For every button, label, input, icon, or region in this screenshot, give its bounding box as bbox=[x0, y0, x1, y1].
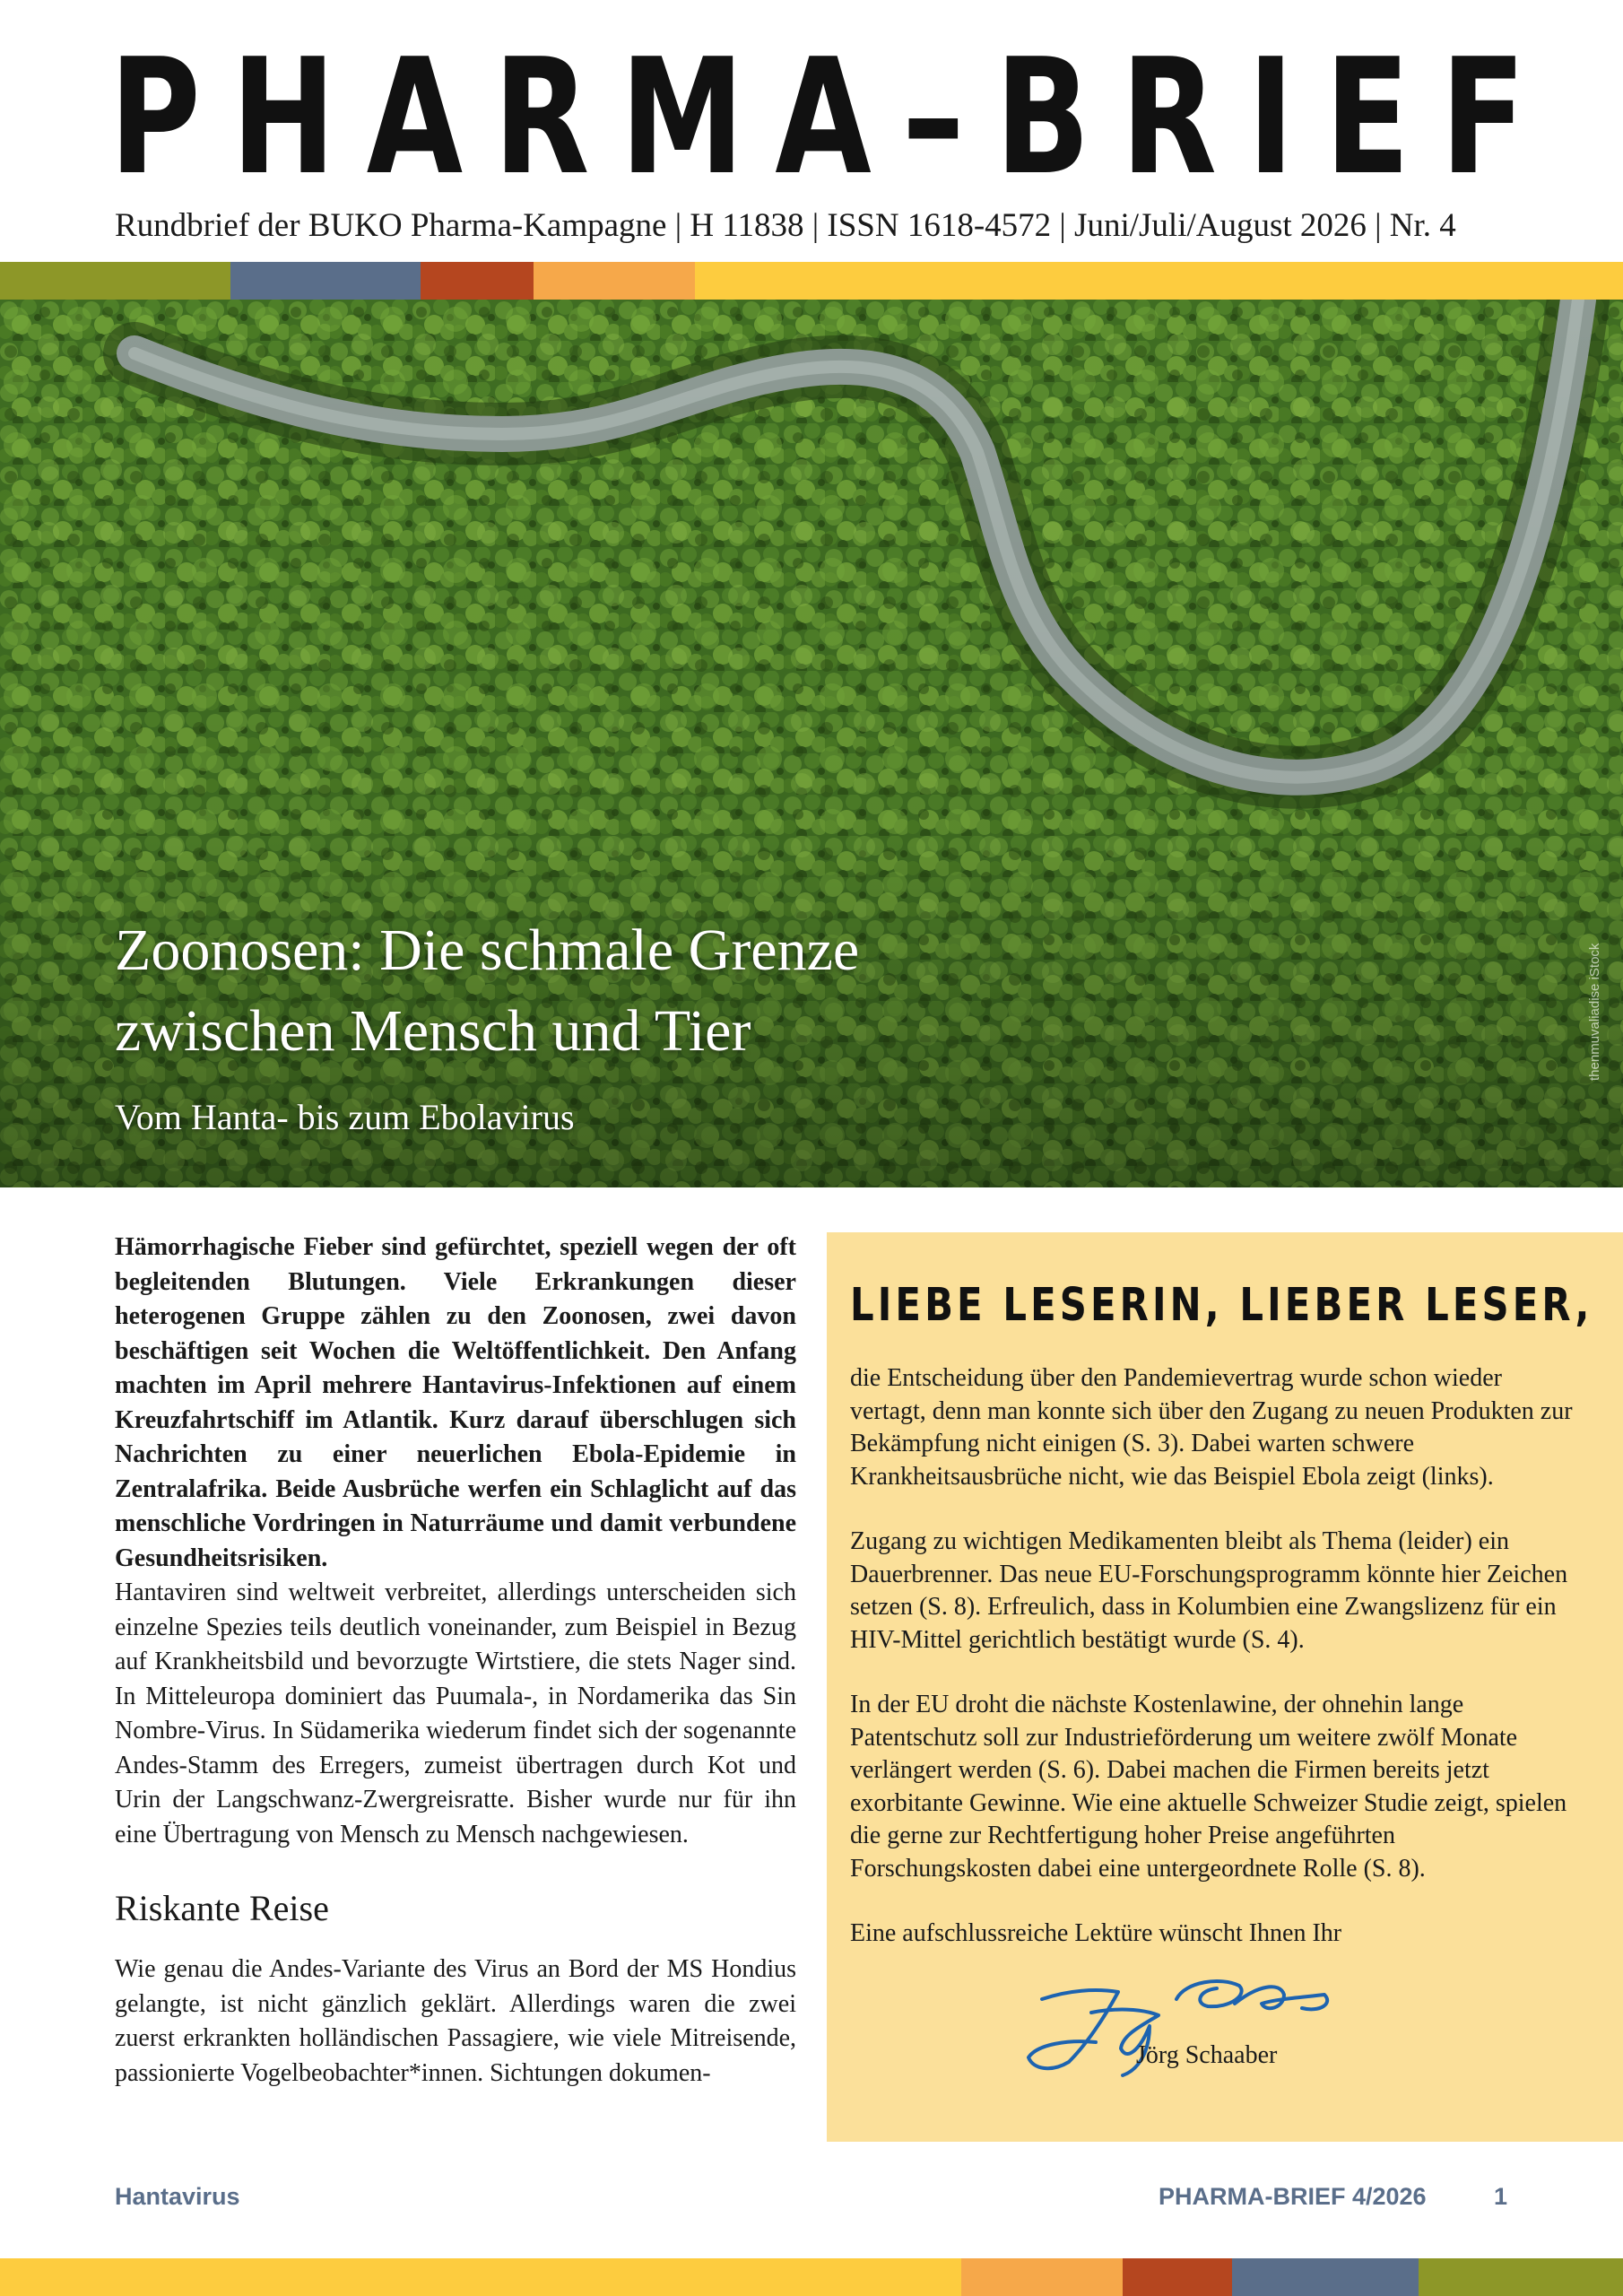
photo-credit: thenmuvaliadise iStock bbox=[1587, 943, 1602, 1081]
masthead-subtitle: Rundbrief der BUKO Pharma-Kampagne | H 11838 | ISSN 1618-4572 | Juni/Juli/August 2026 | Nr. 4 bbox=[115, 207, 1456, 244]
color-segment bbox=[961, 2258, 1123, 2296]
color-segment bbox=[695, 262, 1623, 300]
color-segment bbox=[0, 262, 230, 300]
article bbox=[115, 1231, 796, 2091]
color-segment bbox=[0, 2258, 961, 2296]
masthead-letter: B bbox=[994, 24, 1090, 210]
page-number: 1 bbox=[1494, 2183, 1508, 2210]
editorial-heading: LIEBE LESERIN, LIEBER LESER, bbox=[850, 1279, 1593, 1332]
hero-title bbox=[115, 910, 859, 1072]
masthead-letter: A bbox=[775, 24, 872, 210]
masthead-letter: P bbox=[109, 24, 201, 210]
color-segment bbox=[421, 262, 534, 300]
masthead-letter: R bbox=[1121, 24, 1218, 210]
bottom-color-bar bbox=[0, 2258, 1623, 2296]
color-segment bbox=[230, 262, 421, 300]
editorial-paragraph: Eine aufschlussreiche Lektüre wünscht Ihnen Ihr bbox=[850, 1919, 1342, 1947]
masthead-letter: M bbox=[620, 24, 744, 210]
masthead-letter: R bbox=[493, 24, 590, 210]
article-paragraph: Hantaviren sind weltweit verbreitet, allerdings unterscheiden sich einzelne Spezies teils deutlich voneinander, zum Beispiel in Bezug auf Krankheitsbild und bevorzugte Wirtstiere, die stets Nager sind. In Mitteleuropa dominiert das Puumala-, in Nordamerika das Sin Nombre-Virus. In Südamerika wiederum findet sich der sogenannte Andes-Stamm des Erregers, zumeist übertragen durch Kot und Urin der Langschwanz-Zwergreisratte. Bisher wurde nur für ihn eine Übertragung von Mensch zu Mensch nachgewiesen. bbox=[115, 1578, 796, 1848]
hero-title-line: Zoonosen: Die schmale Grenze bbox=[115, 918, 860, 983]
editorial-paragraph: die Entscheidung über den Pandemievertrag wurde schon wieder vertagt, denn man konnte sich über den Zugang zu neuen Produkten zur Bekämpfung nicht einigen (S. 3). Dabei warten schwere Krankheitsausbrüche nicht, wie das Beispiel Ebola zeigt (links). bbox=[850, 1364, 1573, 1491]
color-segment bbox=[1123, 2258, 1232, 2296]
masthead-letter: A bbox=[366, 24, 464, 210]
footer-section-label: Hantavirus bbox=[115, 2183, 240, 2210]
editorial-body bbox=[850, 1362, 1581, 1951]
footer-issue-label: PHARMA-BRIEF 4/2026 bbox=[1159, 2183, 1427, 2210]
masthead-letter: H bbox=[231, 24, 336, 210]
masthead-letter: E bbox=[1324, 24, 1410, 210]
editorial-box bbox=[827, 1232, 1623, 2142]
masthead-letter: – bbox=[902, 24, 965, 210]
color-segment bbox=[1419, 2258, 1623, 2296]
article-subheading: Riskante Reise bbox=[115, 1888, 329, 1928]
hero-subtitle: Vom Hanta- bis zum Ebolavirus bbox=[115, 1097, 575, 1137]
hero-title-line: zwischen Mensch und Tier bbox=[115, 998, 751, 1064]
editorial-paragraph: Zugang zu wichtigen Medikamenten bleibt als Thema (leider) ein Dauerbrenner. Das neue EU-Forschungsprogramm könnte hier Zeichen setzen (S. 8). Erfreulich, dass in Kolumbien eine Zwangslizenz für ein HIV-Mittel gerichtlich bestätigt wurde (S. 4). bbox=[850, 1527, 1568, 1654]
article-paragraph: Wie genau die Andes-Variante des Virus an Bord der MS Hondius gelangte, ist nicht gänzlich geklärt. Allerdings waren die zwei zuerst erkrankten holländischen Passagiere, wie viele Mitreisende, passionierte Vogelbeobachter*innen. Sichtungen dokumen- bbox=[115, 1955, 796, 2087]
signer-name: Jörg Schaaber bbox=[1136, 2041, 1278, 2069]
color-segment bbox=[1232, 2258, 1419, 2296]
masthead bbox=[0, 0, 1623, 262]
masthead-title bbox=[109, 24, 1526, 210]
masthead-letter: F bbox=[1440, 24, 1526, 210]
masthead-letter: I bbox=[1247, 24, 1295, 210]
editorial-paragraph: In der EU droht die nächste Kostenlawine, der ohnehin lange Patentschutz soll zur Industrieförderung um weitere zwölf Monate verlängert werden (S. 6). Dabei machen die Firmen bereits jetzt exorbitante Gewinne. Wie eine aktuelle Schweizer Studie zeigt, spielen die gerne zur Rechtfertigung hoher Preise angeführten Forschungskosten dabei eine untergeordnete Rolle (S. 8). bbox=[850, 1691, 1567, 1883]
color-segment bbox=[534, 262, 695, 300]
article-lead: Hämorrhagische Fieber sind gefürchtet, speziell wegen der oft begleitenden Blutungen. Viele Erkrankungen dieser heterogenen Gruppe zählen zu den Zoonosen, zwei davon beschäftigen seit Wochen die Weltöffentlichkeit. Den Anfang machten im April mehrere Hantavirus-Infektionen auf einem Kreuzfahrtschiff im Atlantik. Kurz darauf überschlugen sich Nachrichten zu einer neuerlichen Ebola-Epidemie in Zentralafrika. Beide Ausbrüche werfen ein Schlaglicht auf das menschliche Vordringen in Naturräume und damit verbundene Gesundheitsrisiken. bbox=[115, 1233, 796, 1572]
top-color-bar bbox=[0, 262, 1623, 300]
